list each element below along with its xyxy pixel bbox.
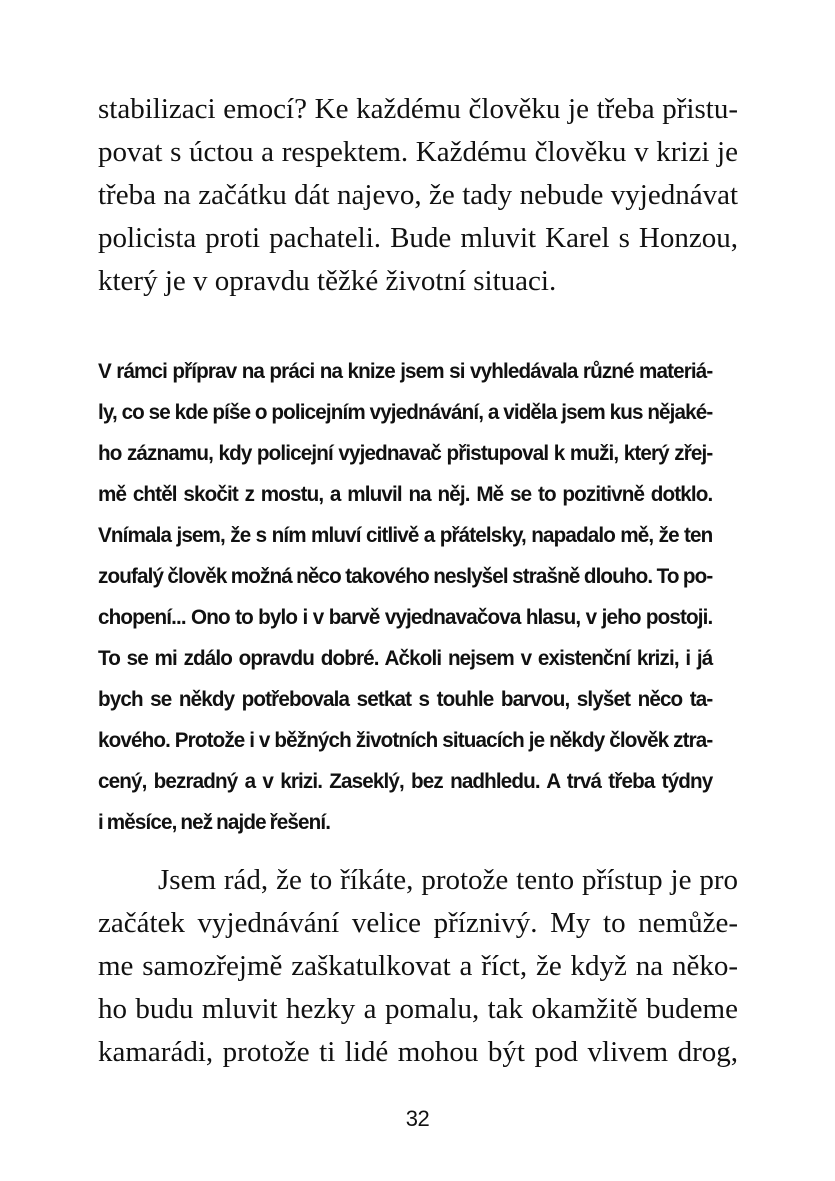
text-line: me samozřejmě zaškatulkovat a říct, že když na něko- <box>98 950 738 982</box>
text-line: kamarádi, protože ti lidé mohou být pod vlivem drog, <box>98 1036 738 1068</box>
text-line: To se mi zdálo opravdu dobré. Ačkoli nejsem v existenční krizi, i já <box>98 646 713 670</box>
text-line: Vnímala jsem, že s ním mluví citlivě a přátelsky, napadalo mě, že ten <box>98 523 713 547</box>
text-line: třeba na začátku dát najevo, že tady nebude vyjednávat <box>98 179 738 211</box>
page-number: 32 <box>405 1106 430 1131</box>
text-line: který je v opravdu těžké životní situaci. <box>98 265 557 297</box>
text-line: kového. Protože i v běžných životních situacích je někdy člověk ztra- <box>98 728 713 752</box>
text-line: chopení... Ono to bylo i v barvě vyjednavačova hlasu, v jeho postoji. <box>98 605 713 629</box>
text-line: policista proti pachateli. Bude mluvit Karel s Honzou, <box>98 222 738 254</box>
text-line: ho budu mluvit hezky a pomalu, tak okamžitě budeme <box>98 993 738 1025</box>
text-line: Jsem rád, že to říkáte, protože tento přístup je pro <box>158 864 738 896</box>
text-line: ly, co se kde píše o policejním vyjednávání, a viděla jsem kus nějaké- <box>98 400 713 424</box>
text-line: V rámci příprav na práci na knize jsem si vyhledávala různé materiá- <box>98 359 713 383</box>
text-line: stabilizaci emocí? Ke každému člověku je třeba přistu- <box>98 93 738 125</box>
text-line: ho záznamu, kdy policejní vyjednavač přistupoval k muži, který zřej- <box>98 441 713 465</box>
text-line: mě chtěl skočit z mostu, a mluvil na něj. Mě se to pozitivně dotklo. <box>98 482 713 506</box>
text-line: i měsíce, než najde řešení. <box>98 810 331 834</box>
text-line: zoufalý člověk možná něco takového neslyšel strašně dlouho. To po- <box>98 564 713 588</box>
text-line: začátek vyjednávání velice příznivý. My to nemůže- <box>98 907 738 939</box>
text-line: bych se někdy potřebovala setkat s touhle barvou, slyšet něco ta- <box>98 687 713 711</box>
text-line: cený, bezradný a v krizi. Zaseklý, bez nadhledu. A trvá třeba týdny <box>98 769 713 793</box>
text-line: povat s úctou a respektem. Každému člověku v krizi je <box>98 136 738 168</box>
